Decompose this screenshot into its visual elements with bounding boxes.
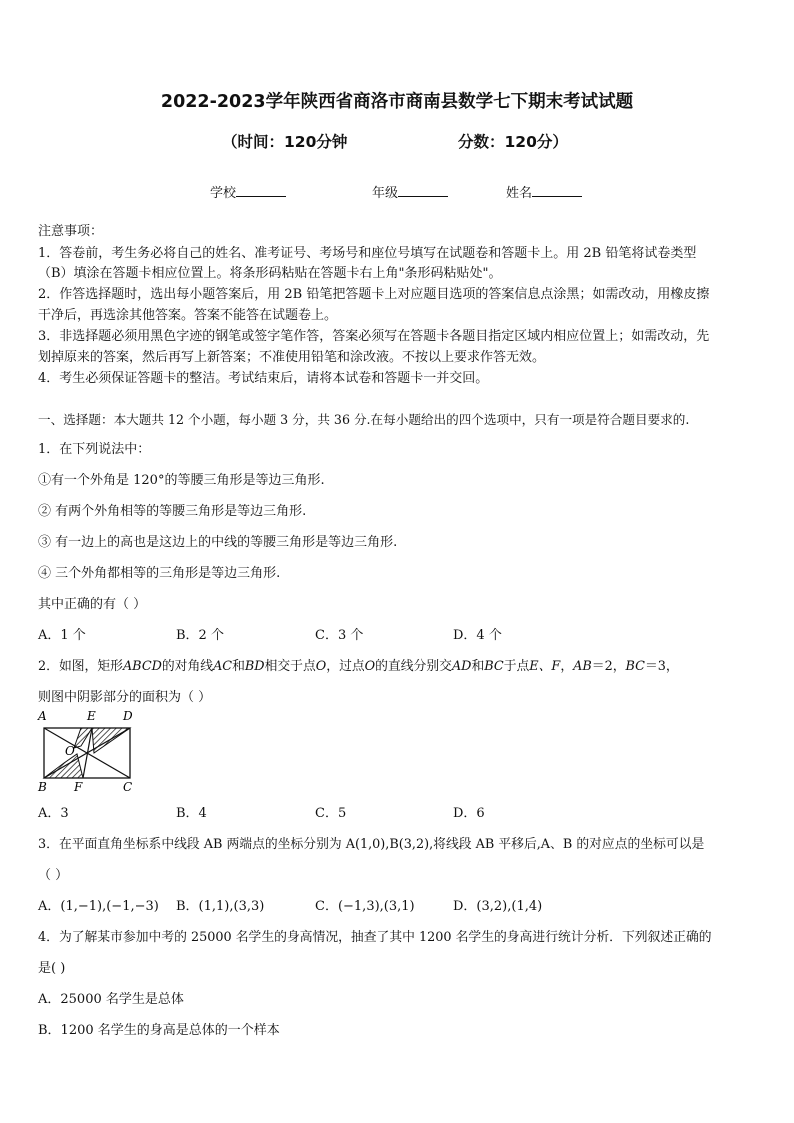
q4-option-b: B．1200 名学生的身高是总体的一个样本 [38, 1023, 280, 1038]
q2-option-c: C．5 [315, 806, 347, 821]
grade-field [372, 182, 448, 201]
school-field [210, 182, 286, 201]
name-label: 姓名 [506, 186, 533, 201]
label-o: O [65, 744, 75, 758]
name-blank [532, 184, 582, 197]
q4-option-a: A．25000 名学生是总体 [38, 992, 184, 1007]
notice-line: 1．答卷前，考生务必将自己的姓名、准考证号、考场号和座位号填写在试题卷和答题卡上。用 2B 铅笔将试卷类型 [38, 246, 697, 261]
q2-var: BC [484, 659, 504, 674]
notice-line: 干净后，再选涂其他答案。答案不能答在试题卷上。 [38, 308, 338, 323]
label-e: E [87, 709, 96, 723]
rectangle-figure [34, 708, 140, 794]
q2-var: ABCD [122, 659, 162, 674]
q2-text: 2．如图，矩形 [38, 659, 123, 674]
q2-text: 和 [471, 659, 485, 674]
school-label: 学校 [210, 186, 237, 201]
q1-option-a: A．1 个 [38, 628, 86, 643]
q2-var: E、F [529, 659, 561, 674]
q2-option-d: D．6 [453, 806, 485, 821]
q1-item: ④ 三个外角都相等的三角形是等边三角形. [38, 566, 281, 581]
q2-option-a: A．3 [38, 806, 69, 821]
q2-text: 的对角线 [161, 659, 214, 674]
section-heading: 一、选择题：本大题共 12 个小题，每小题 3 分，共 36 分.在每小题给出的四个选项中，只有一项是符合题目要求的. [38, 412, 690, 427]
notice-line: 3．非选择题必须用黑色字迹的钢笔或签字笔作答，答案必须写在答题卡各题目指定区域内相应位置上；如需改动，先 [38, 329, 710, 344]
page-title: 2022-2023学年陕西省商洛市商南县数学七下期末考试试题 [160, 92, 634, 112]
q2-text: 相交于点 [264, 659, 316, 674]
q2-text: ＝2， [591, 659, 626, 674]
q2-var: BC [625, 659, 645, 674]
notice-line: （B）填涂在答题卡相应位置上。将条形码粘贴在答题卡右上角"条形码粘贴处"。 [38, 266, 502, 281]
label-b: B [38, 780, 47, 794]
q4-stem: 4．为了解某市参加中考的 25000 名学生的身高情况，抽查了其中 1200 名学生的身高进行统计分析．下列叙述正确的 [38, 930, 712, 945]
q2-var: AB [573, 659, 592, 674]
q2-var: AC [213, 659, 233, 674]
q1-item: ③ 有一边上的高也是这边上的中线的等腰三角形是等边三角形. [38, 535, 398, 550]
q2-text: ＝3， [644, 659, 679, 674]
q3-option-d: D．(3,2),(1,4) [453, 899, 543, 914]
q1-option-b: B．2 个 [176, 628, 224, 643]
grade-label: 年级 [372, 186, 399, 201]
name-field [506, 182, 582, 201]
q1-ask: 其中正确的有（ ） [38, 597, 147, 612]
q2-var: AD [451, 659, 472, 674]
label-a: A [38, 709, 47, 723]
q3-option-b: B．(1,1),(3,3) [176, 899, 265, 914]
notice-line: 2．作答选择题时，选出每小题答案后，用 2B 铅笔把答题卡上对应题目选项的答案信息点涂黑；如需改动，用橡皮擦 [38, 287, 710, 302]
q2-text: 的直线分别交 [375, 659, 452, 674]
q3-stem: 3．在平面直角坐标系中线段 AB 两端点的坐标分别为 A(1,0),B(3,2),将线段 AB 平移后,A、B 的对应点的坐标可以是 [38, 837, 705, 852]
q2-stem [38, 655, 679, 674]
q2-text: ， [560, 659, 574, 674]
label-d: D [123, 709, 133, 723]
q1-item: ①有一个外角是 120°的等腰三角形是等边三角形. [38, 473, 325, 488]
q2-var: O [364, 659, 376, 674]
q2-text: 于点 [503, 659, 530, 674]
exam-time: （时间：120分钟 [222, 133, 348, 151]
q3-line2: （ ） [38, 868, 69, 883]
school-blank [236, 184, 286, 197]
exam-score: 分数：120分） [458, 133, 568, 151]
q3-option-c: C．(−1,3),(3,1) [315, 899, 415, 914]
notice-heading: 注意事项： [38, 224, 104, 239]
q2-text: ，过点 [326, 659, 365, 674]
notice-line: 4．考生必须保证答题卡的整洁。考试结束后，请将本试卷和答题卡一并交回。 [38, 371, 489, 386]
q2-line2: 则图中阴影部分的面积为（ ） [38, 690, 212, 705]
q1-option-d: D．4 个 [453, 628, 502, 643]
q2-var: O [315, 659, 327, 674]
q2-option-b: B．4 [176, 806, 207, 821]
grade-blank [398, 184, 448, 197]
q1-option-c: C．3 个 [315, 628, 364, 643]
q2-text: 和 [232, 659, 245, 674]
q3-option-a: A．(1,−1),(−1,−3) [38, 899, 159, 914]
label-f: F [74, 780, 83, 794]
notice-line: 划掉原来的答案，然后再写上新答案；不准使用铅笔和涂改液。不按以上要求作答无效。 [38, 350, 546, 365]
q4-line2: 是( ) [38, 961, 66, 976]
q1-item: ② 有两个外角相等的等腰三角形是等边三角形. [38, 504, 307, 519]
q1-stem: 1．在下列说法中： [38, 442, 151, 457]
q2-var: BD [244, 659, 265, 674]
label-c: C [123, 780, 133, 794]
